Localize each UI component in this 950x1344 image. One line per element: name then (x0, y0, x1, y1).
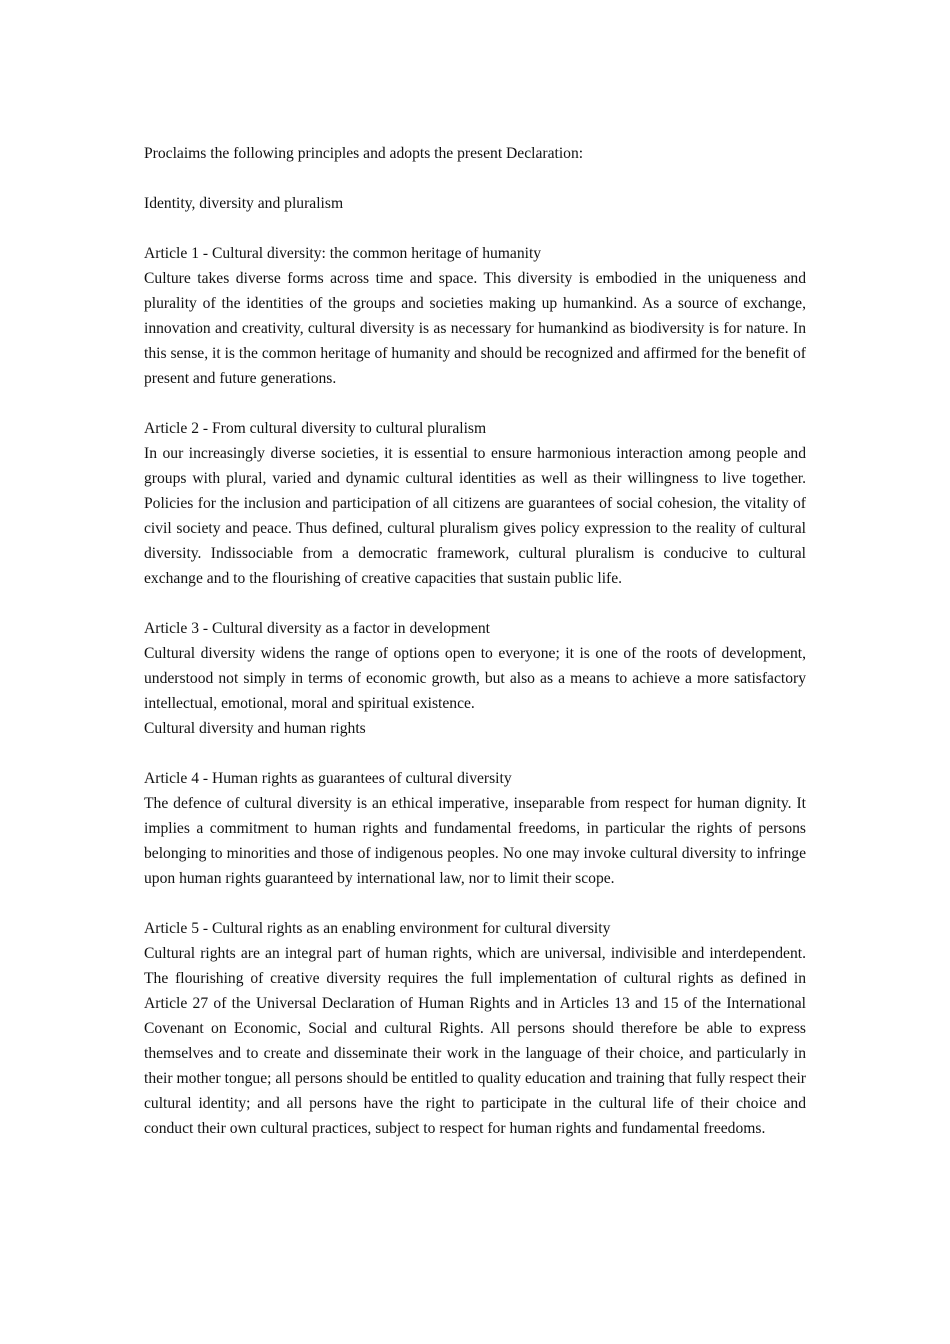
document-page (144, 141, 806, 1141)
article-1-title: Article 1 - Cultural diversity: the common heritage of humanity (144, 245, 542, 262)
article-5 (144, 916, 806, 1141)
article-2-body: In our increasingly diverse societies, it is essential to ensure harmonious interaction among people and groups with plural, varied and dynamic cultural identities as well as their willingness to live together. Policies for the inclusion and participation of all citizens are guarantees of social cohesion, the vitality of civil society and peace. Thus defined, cultural pluralism gives policy expression to the reality of cultural diversity. Indissociable from a democratic framework, cultural pluralism is conducive to cultural exchange and to the flourishing of creative capacities that sustain public life. (144, 445, 806, 587)
article-2-title: Article 2 - From cultural diversity to cultural pluralism (144, 420, 487, 437)
article-3-body: Cultural diversity widens the range of options open to everyone; it is one of the roots of development, understood not simply in terms of economic growth, but also as a means to achieve a more satisfactory intellectual, emotional, moral and spiritual existence. (144, 645, 806, 712)
article-1-body: Culture takes diverse forms across time and space. This diversity is embodied in the uniqueness and plurality of the identities of the groups and societies making up humankind. As a source of exchange, innovation and creativity, cultural diversity is as necessary for humankind as biodiversity is for nature. In this sense, it is the common heritage of humanity and should be recognized and affirmed for the benefit of present and future generations. (144, 270, 806, 387)
article-5-body: Cultural rights are an integral part of human rights, which are universal, indivisible and interdependent. The flourishing of creative diversity requires the full implementation of cultural rights as defined in Article 27 of the Universal Declaration of Human Rights and in Articles 13 and 15 of the International Covenant on Economic, Social and cultural Rights. All persons should therefore be able to express themselves and to create and disseminate their work in the language of their choice, and particularly in their mother tongue; all persons should be entitled to quality education and training that fully respect their cultural identity; and all persons have the right to participate in the cultural life of their choice and conduct their own cultural practices, subject to respect for human rights and fundamental freedoms. (144, 945, 806, 1137)
article-2 (144, 416, 806, 591)
article-4-body: The defence of cultural diversity is an ethical imperative, inseparable from respect for human dignity. It implies a commitment to human rights and fundamental freedoms, in particular the rights of persons belonging to minorities and those of indigenous peoples. No one may invoke cultural diversity to infringe upon human rights guaranteed by international law, nor to limit their scope. (144, 795, 806, 887)
section-title-human-rights: Cultural diversity and human rights (144, 720, 366, 737)
article-4 (144, 766, 806, 891)
intro-text: Proclaims the following principles and adopts the present Declaration: (144, 145, 584, 162)
article-5-title: Article 5 - Cultural rights as an enabling environment for cultural diversity (144, 920, 611, 937)
article-4-title: Article 4 - Human rights as guarantees of cultural diversity (144, 770, 512, 787)
article-1 (144, 241, 806, 391)
article-3-title: Article 3 - Cultural diversity as a factor in development (144, 620, 490, 637)
section-title-identity: Identity, diversity and pluralism (144, 195, 344, 212)
article-3 (144, 616, 806, 741)
